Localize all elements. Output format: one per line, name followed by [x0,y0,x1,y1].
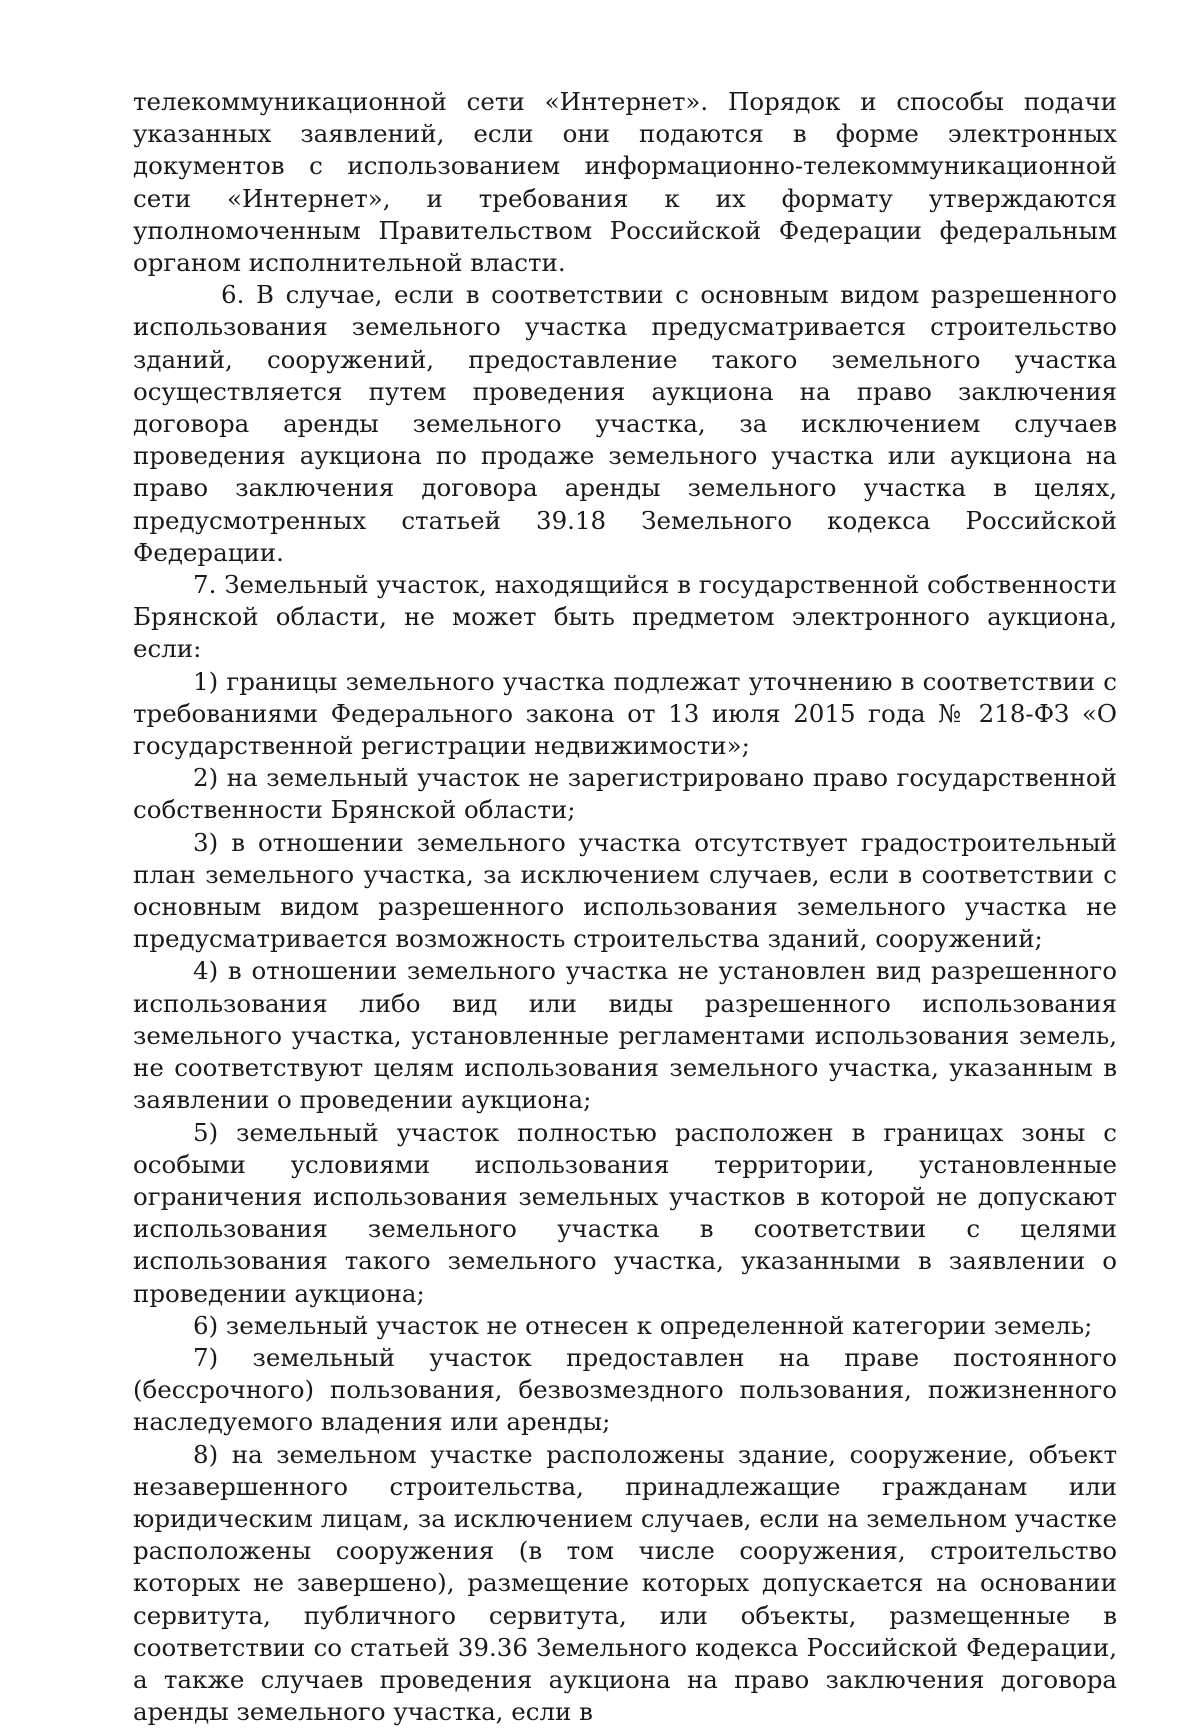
paragraph-item-7: 7. Земельный участок, находящийся в государственной собственности Брянской области, не может быть предметом электронного аукциона, если: [133,570,1117,664]
list-item-5: 5) земельный участок полностью расположен в границах зоны с особыми условиями использования территории, установленные ограничения использования земельных участков в которой не допускают использования земельного участка в соответствии с целями использования такого земельного участка, указанными в заявлении о проведении аукциона; [133,1117,1117,1308]
paragraph-item-6: 6. В случае, если в соответствии с основным видом разрешенного использования земельного участка предусматривается строительство зданий, сооружений, предоставление такого земельного участка осуществляется путем проведения аукциона на право заключения договора аренды земельного участка, за исключением случаев проведения аукциона по продаже земельного участка или аукциона на право заключения договора аренды земельного участка в целях, предусмотренных статьей 39.18 Земельного кодекса Российской Федерации. [133,280,1117,567]
list-item-8: 8) на земельном участке расположены здание, сооружение, объект незавершенного строительства, принадлежащие гражданам или юридическим лицам, за исключением случаев, если на земельном участке расположены сооружения (в том числе сооружения, строительство которых не завершено), размещение которых допускается на основании сервитута, публичного сервитута, или объекты, размещенные в соответствии со статьей 39.36 Земельного кодекса Российской Федерации, а также случаев проведения аукциона на право заключения договора аренды земельного участка, если в [133,1439,1117,1727]
list-item-7: 7) земельный участок предоставлен на праве постоянного (бессрочного) пользования, безвозмездного пользования, пожизненного наследуемого владения или аренды; [133,1342,1117,1437]
list-item-6: 6) земельный участок не отнесен к определенной категории земель; [193,1310,1093,1340]
list-item-2: 2) на земельный участок не зарегистрировано право государственной собственности Брянской области; [133,763,1117,825]
paragraph-intro-continuation: телекоммуникационной сети «Интернет». Порядок и способы подачи указанных заявлений, если они подаются в форме электронных документов с использованием информационно-телекоммуникационной сети «Интернет», и требования к их формату утверждаются уполномоченным Правительством Российской Федерации федеральным органом исполнительной власти. [133,87,1117,278]
list-item-1: 1) границы земельного участка подлежат уточнению в соответствии с требованиями Федерального закона от 13 июля 2015 года № 218-ФЗ «О государственной регистрации недвижимости»; [133,666,1117,761]
list-item-3: 3) в отношении земельного участка отсутствует градостроительный план земельного участка, за исключением случаев, если в соответствии с основным видом разрешенного использования земельного участка не предусматривается возможность строительства зданий, сооружений; [133,827,1117,954]
list-item-4: 4) в отношении земельного участка не установлен вид разрешенного использования либо вид или виды разрешенного использования земельного участка, установленные регламентами использования земель, не соответствуют целям использования земельного участка, указанным в заявлении о проведении аукциона; [133,956,1117,1115]
document-page [133,86,1117,1728]
